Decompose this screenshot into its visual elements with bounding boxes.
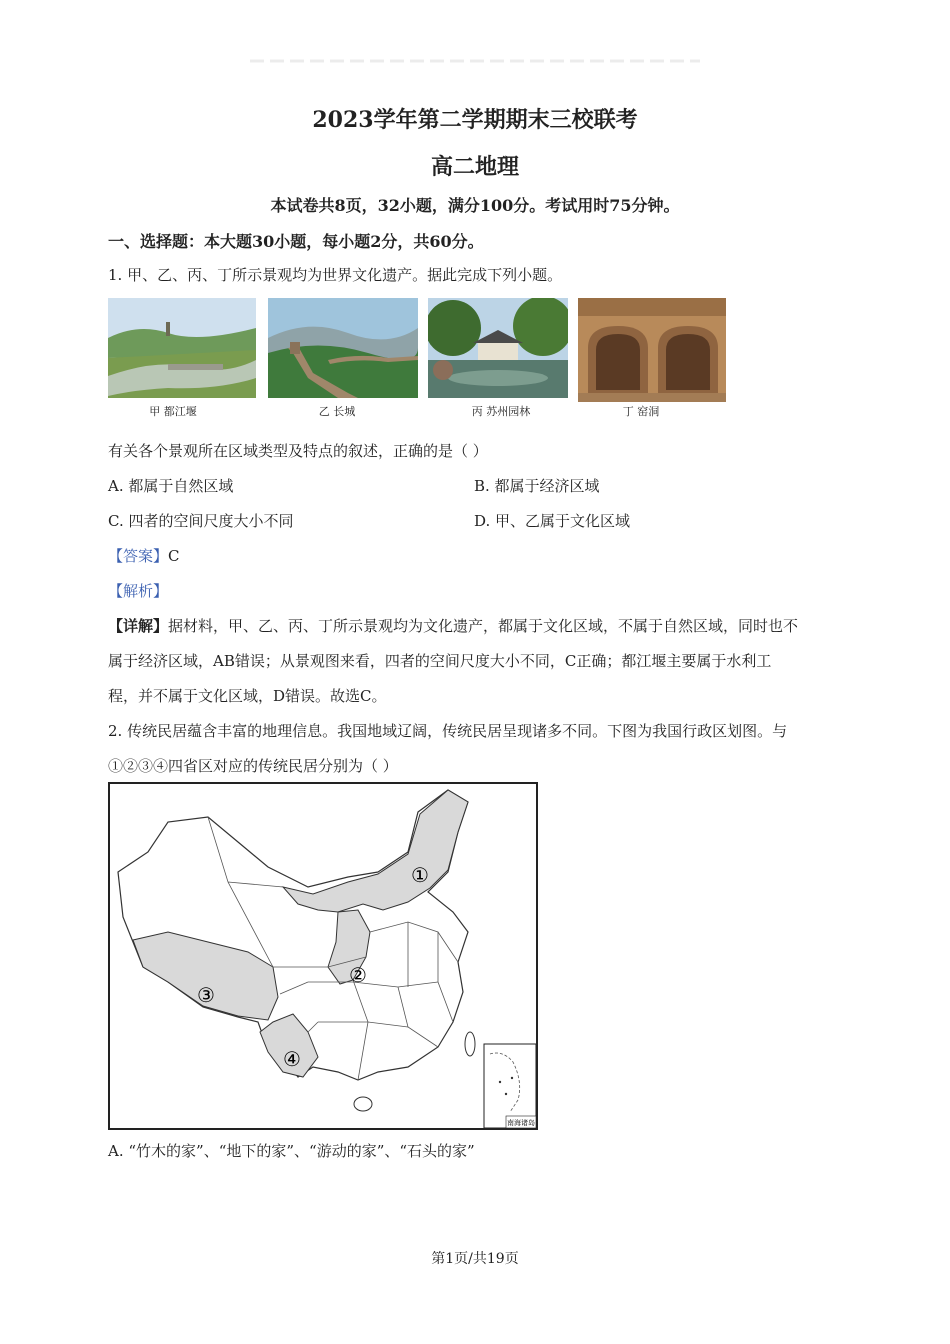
q1-detail-line1 bbox=[108, 615, 798, 636]
photo-great-wall bbox=[268, 298, 418, 398]
page-title: 2023学年第二学期期末三校联考 bbox=[312, 107, 638, 133]
section-heading: 一、选择题：本大题30小题，每小题2分，共60分。 bbox=[108, 232, 484, 251]
exam-info: 本试卷共8页，32小题，满分100分。考试用时75分钟。 bbox=[270, 196, 680, 215]
q1-analysis bbox=[108, 580, 168, 601]
analysis-tag: 【解析】 bbox=[108, 582, 169, 600]
q1-option-d[interactable]: D. 甲、乙属于文化区域 bbox=[474, 512, 631, 530]
q1-detail-line3: 程，并不属于文化区域，D错误。故选C。 bbox=[108, 687, 387, 705]
q2-stem-line1: 2. 传统民居蕴含丰富的地理信息。我国地域辽阔，传统民居呈现诸多不同。下图为我国行政区划图。与 bbox=[108, 722, 788, 740]
q2-option-a[interactable]: A. “竹木的家”、“地下的家”、“游动的家”、“石头的家” bbox=[108, 1142, 475, 1160]
faint-header-line bbox=[250, 50, 700, 58]
q1-stem: 1. 甲、乙、丙、丁所示景观均为世界文化遗产。据此完成下列小题。 bbox=[108, 266, 563, 284]
map-label-1: ① bbox=[411, 863, 429, 887]
subject-title: 高二地理 bbox=[430, 154, 519, 180]
q1-detail-line2: 属于经济区域，AB错误；从景观图来看，四者的空间尺度大小不同，C正确；都江堰主要属于水利工 bbox=[108, 652, 772, 670]
caption-bing: 丙 苏州园林 bbox=[471, 405, 531, 418]
inset-label: 南海诸岛 bbox=[507, 1119, 535, 1127]
q1-option-b[interactable]: B. 都属于经济区域 bbox=[474, 477, 600, 495]
china-map bbox=[108, 782, 538, 1130]
photo-dujiangyan bbox=[108, 298, 256, 398]
map-label-4: ④ bbox=[283, 1047, 301, 1071]
photo-cave-dwelling bbox=[578, 298, 726, 402]
answer-value: C bbox=[168, 547, 180, 565]
detail-text-1: 据材料，甲、乙、丙、丁所示景观均为文化遗产，都属于文化区域，不属于自然区域，同时也不 bbox=[168, 617, 799, 635]
q1-option-a[interactable]: A. 都属于自然区域 bbox=[108, 477, 234, 495]
q1-question: 有关各个景观所在区域类型及特点的叙述，正确的是（ ） bbox=[108, 442, 488, 460]
map-label-3: ③ bbox=[197, 983, 215, 1007]
hainan-island bbox=[354, 1097, 372, 1111]
caption-jia: 甲 都江堰 bbox=[149, 405, 197, 418]
taiwan-island bbox=[465, 1032, 475, 1056]
detail-tag: 【详解】 bbox=[108, 617, 169, 635]
page-footer: 第1页/共19页 bbox=[431, 1251, 519, 1267]
caption-ding: 丁 窑洞 bbox=[622, 405, 660, 418]
photo-suzhou-garden bbox=[428, 298, 568, 398]
answer-tag: 【答案】 bbox=[108, 547, 169, 565]
q1-option-c[interactable]: C. 四者的空间尺度大小不同 bbox=[108, 512, 294, 530]
q2-stem-line2: ①②③④四省区对应的传统民居分别为（ ） bbox=[108, 757, 398, 775]
map-label-2: ② bbox=[349, 963, 367, 987]
caption-yi: 乙 长城 bbox=[318, 405, 356, 418]
inset-box bbox=[484, 1044, 536, 1128]
q1-answer bbox=[108, 545, 180, 566]
